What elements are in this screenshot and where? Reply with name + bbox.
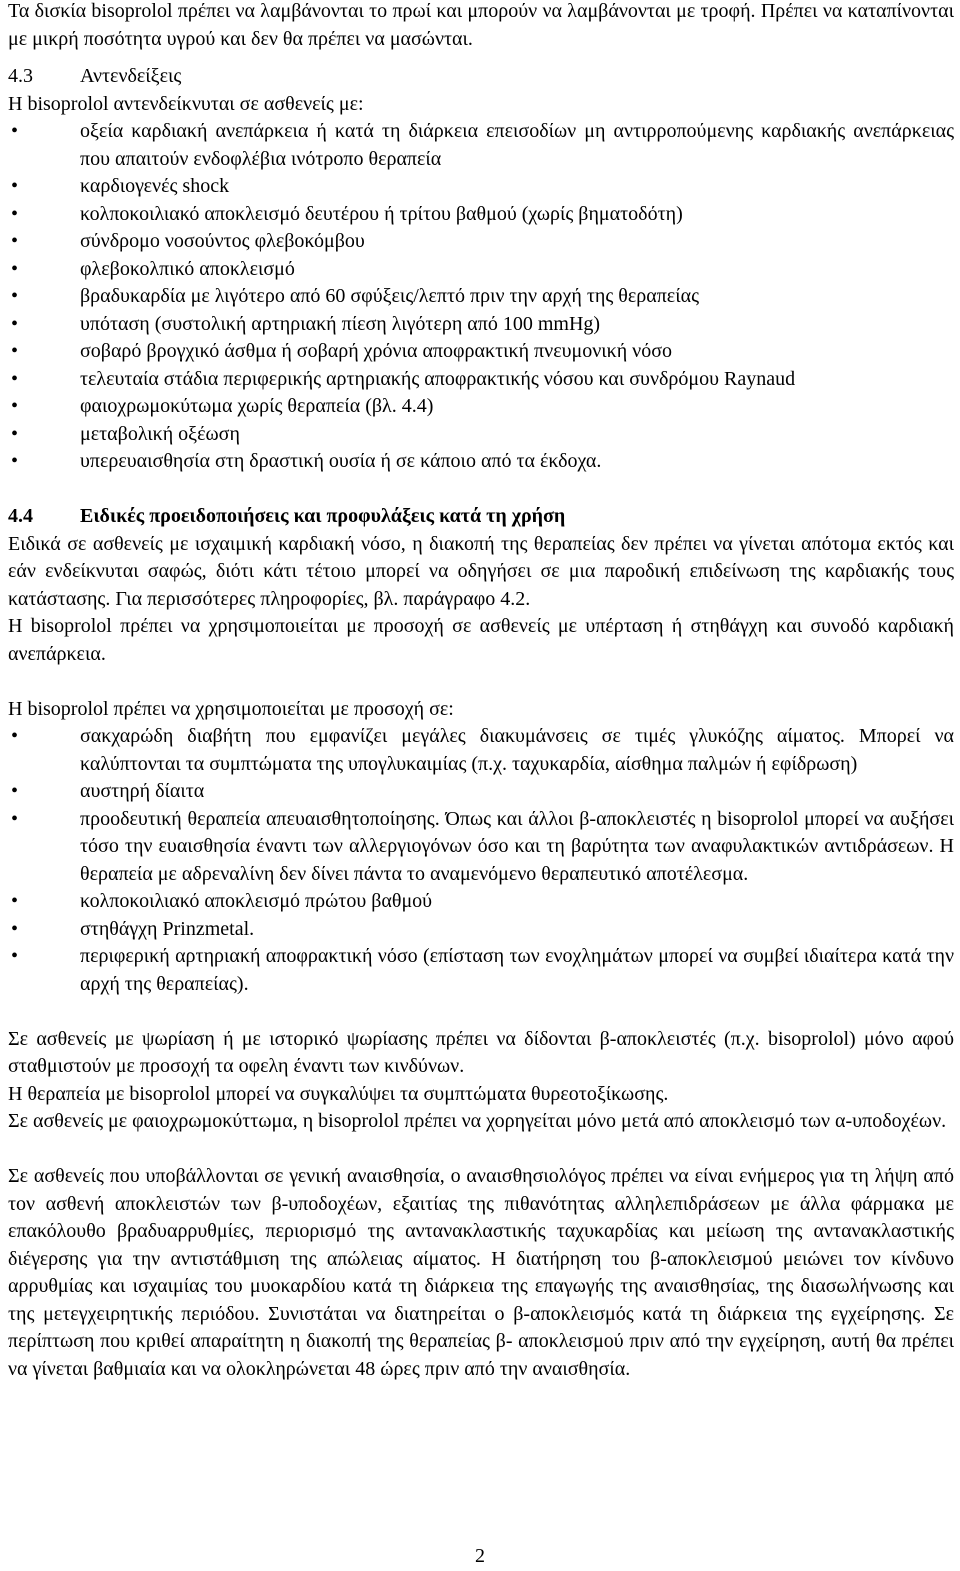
psoriasis-paragraph: Σε ασθενείς με ψωρίαση ή με ιστορικό ψωρίασης πρέπει να δίδονται β-αποκλειστές (π.χ. bisoprolol) μόνο αφού σταθμιστούν με προσοχή τα οφελη έναντι των κινδύνων. — [8, 1027, 954, 1077]
bullet-icon: • — [11, 202, 19, 225]
list-item: • υπερευαισθησία στη δραστική ουσία ή σε κάποιο από τα έκδοχα. — [8, 448, 954, 476]
bullet-icon: • — [11, 422, 19, 445]
list-item: • τελευταία στάδια περιφερικής αρτηριακής αποφρακτικής νόσου και συνδρόμου Raynaud — [8, 366, 954, 394]
contraindications-lead: Η bisoprolol αντενδείκνυται σε ασθενείς με: — [8, 92, 364, 115]
list-item: • περιφερική αρτηριακή αποφρακτική νόσο (επίσταση των ενοχλημάτων μπορεί να συμβεί ιδιαίτερα κατά την αρχή της θεραπείας). — [8, 943, 954, 998]
list-item: • οξεία καρδιακή ανεπάρκεια ή κατά τη διάρκεια επεισοδίων μη αντιρροπούμενης καρδιακής ανεπάρκειας που απαιτούν ενδοφλέβια ινότροπο θεραπεία — [8, 118, 954, 173]
list-item: • κολποκοιλιακό αποκλεισμό δευτέρου ή τρίτου βαθμού (χωρίς βηματοδότη) — [8, 201, 954, 229]
list-item: • στηθάγχη Prinzmetal. — [8, 916, 954, 944]
list-item: • σύνδρομο νοσούντος φλεβοκόμβου — [8, 228, 954, 256]
bullet-icon: • — [11, 807, 19, 830]
section-4-3-title: Αντενδείξεις — [80, 65, 182, 87]
list-item: • φαιοχρωμοκύτωμα χωρίς θεραπεία (βλ. 4.4) — [8, 393, 954, 421]
bullet-icon: • — [11, 780, 19, 802]
list-item: • υπόταση (συστολική αρτηριακή πίεση λιγότερη από 100 mmHg) — [8, 311, 954, 339]
bullet-icon: • — [11, 890, 19, 912]
warning-paragraph-2: Η bisoprolol πρέπει να χρησιμοποιείται με προσοχή σε ασθενείς με υπέρταση ή στηθάγχη και συνοδό καρδιακή ανεπάρκεια. — [8, 615, 954, 665]
bullet-icon: • — [11, 312, 19, 335]
list-item: • καρδιογενές shock — [8, 173, 954, 201]
bullet-icon: • — [11, 367, 19, 390]
caution-list — [8, 723, 954, 998]
bullet-icon: • — [11, 450, 19, 472]
bullet-icon: • — [11, 395, 19, 417]
document-page — [8, 0, 954, 1383]
section-4-4-number: 4.4 — [8, 505, 33, 527]
contraindications-list — [8, 118, 954, 476]
page-number: 2 — [475, 1545, 485, 1567]
bullet-icon: • — [11, 120, 19, 142]
bullet-icon: • — [11, 945, 19, 967]
section-4-3-heading — [8, 63, 954, 91]
section-4-4-heading — [8, 503, 954, 531]
bullet-icon: • — [11, 340, 19, 362]
section-4-3-number: 4.3 — [8, 65, 33, 87]
bullet-icon: • — [11, 917, 19, 940]
bullet-icon: • — [11, 230, 19, 252]
section-4-4-title: Ειδικές προειδοποιήσεις και προφυλάξεις κατά τη χρήση — [80, 505, 566, 527]
pheochromocytoma-paragraph: Σε ασθενείς με φαιοχρωμοκύττωμα, η bisoprolol πρέπει να χορηγείται μόνο μετά από αποκλεισμό των α-υποδοχέων. — [8, 1110, 947, 1132]
caution-lead: Η bisoprolol πρέπει να χρησιμοποιείται με προσοχή σε: — [8, 697, 454, 720]
list-item: • μεταβολική οξέωση — [8, 421, 954, 449]
list-item: • βραδυκαρδία με λιγότερο από 60 σφύξεις/λεπτό πριν την αρχή της θεραπείας — [8, 283, 954, 311]
warning-paragraph-1: Ειδικά σε ασθενείς με ισχαιμική καρδιακή νόσο, η διακοπή της θεραπείας δεν πρέπει να γίνεται απότομα εκτός και εάν ενδείκνυται σαφώς, διότι κάτι τέτοιο μπορεί να οδηγήσει σε μια παροδική επιδείνωση της καρδιακής τους κατάστασης. Για περισσότερες πληροφορίες, βλ. παράγραφο 4.2. — [8, 532, 954, 610]
list-item: • κολποκοιλιακό αποκλεισμό πρώτου βαθμού — [8, 888, 954, 916]
list-item: • σακχαρώδη διαβήτη που εμφανίζει μεγάλες διακυμάνσεις σε τιμές γλυκόζης αίματος. Μπορεί να καλύπτονται τα συμπτώματα της υπογλυκαιμίας (π.χ. ταχυκαρδία, αίσθημα παλμών ή εφίδρωση) — [8, 723, 954, 778]
intro-paragraph: Τα δισκία bisoprolol πρέπει να λαμβάνονται το πρωί και μπορούν να λαμβάνονται με τροφή. Πρέπει να καταπίνονται με μικρή ποσότητα υγρού και δεν θα πρέπει να μασώνται. — [8, 0, 954, 50]
list-item: • προοδευτική θεραπεία απευαισθητοποίησης. Όπως και άλλοι β-αποκλειστές η bisoprolol μπορεί να αυξήσει τόσο την ευαισθησία έναντι των αλλεργιογόνων όσο και τη βαρύτητα των αναφυλακτικών αντιδράσεων. Η θεραπεία με αδρεναλίνη δεν δίνει πάντα το αναμενόμενο θεραπευτικό αποτέλεσμα. — [8, 806, 954, 889]
bullet-icon: • — [11, 257, 19, 280]
bullet-icon: • — [11, 285, 19, 307]
anesthesia-paragraph: Σε ασθενείς που υποβάλλονται σε γενική αναισθησία, ο αναισθησιολόγος πρέπει να είναι ενήμερος για τη λήψη από τον ασθενή αποκλειστών των β-υποδοχέων, εξαιτίας της πιθανότητας αλληλεπιδράσεων με άλλα φάρμακα με επακόλουθο βραδυαρρυθμίες, περιορισμό της αντανακλαστικής ταχυκαρδίας και μείωση της αντανακλαστικής διέγερσης για την αντιστάθμιση της απώλειας αίματος. Η διατήρηση του β-αποκλεισμού μειώνει τον κίνδυνο αρρυθμίας και ισχαιμίας του μυοκαρδίου κατά τη διάρκεια της επαγωγής της αναισθησίας, της διασωλήνωσης και της μετεγχειρητικής περιόδου. Συνιστάται να διατηρείται ο β-αποκλεισμός κατά τη διάρκεια της εγχείρησης. Σε περίπτωση που κριθεί απαραίτητη η διακοπή της θεραπείας β- αποκλεισμού πριν από την εγχείρηση, αυτή θα πρέπει να γίνεται βαθμιαία και να ολοκληρώνεται 48 ώρες πριν από την αναισθησία. — [8, 1165, 954, 1380]
list-item: • σοβαρό βρογχικό άσθμα ή σοβαρή χρόνια αποφρακτική πνευμονική νόσο — [8, 338, 954, 366]
thyrotoxicosis-paragraph: Η θεραπεία με bisoprolol μπορεί να συγκαλύψει τα συμπτώματα θυρεοτοξίκωσης. — [8, 1082, 669, 1105]
bullet-icon: • — [11, 725, 19, 747]
bullet-icon: • — [11, 175, 19, 197]
list-item: • αυστηρή δίαιτα — [8, 778, 954, 806]
list-item: • φλεβοκολπικό αποκλεισμό — [8, 256, 954, 284]
